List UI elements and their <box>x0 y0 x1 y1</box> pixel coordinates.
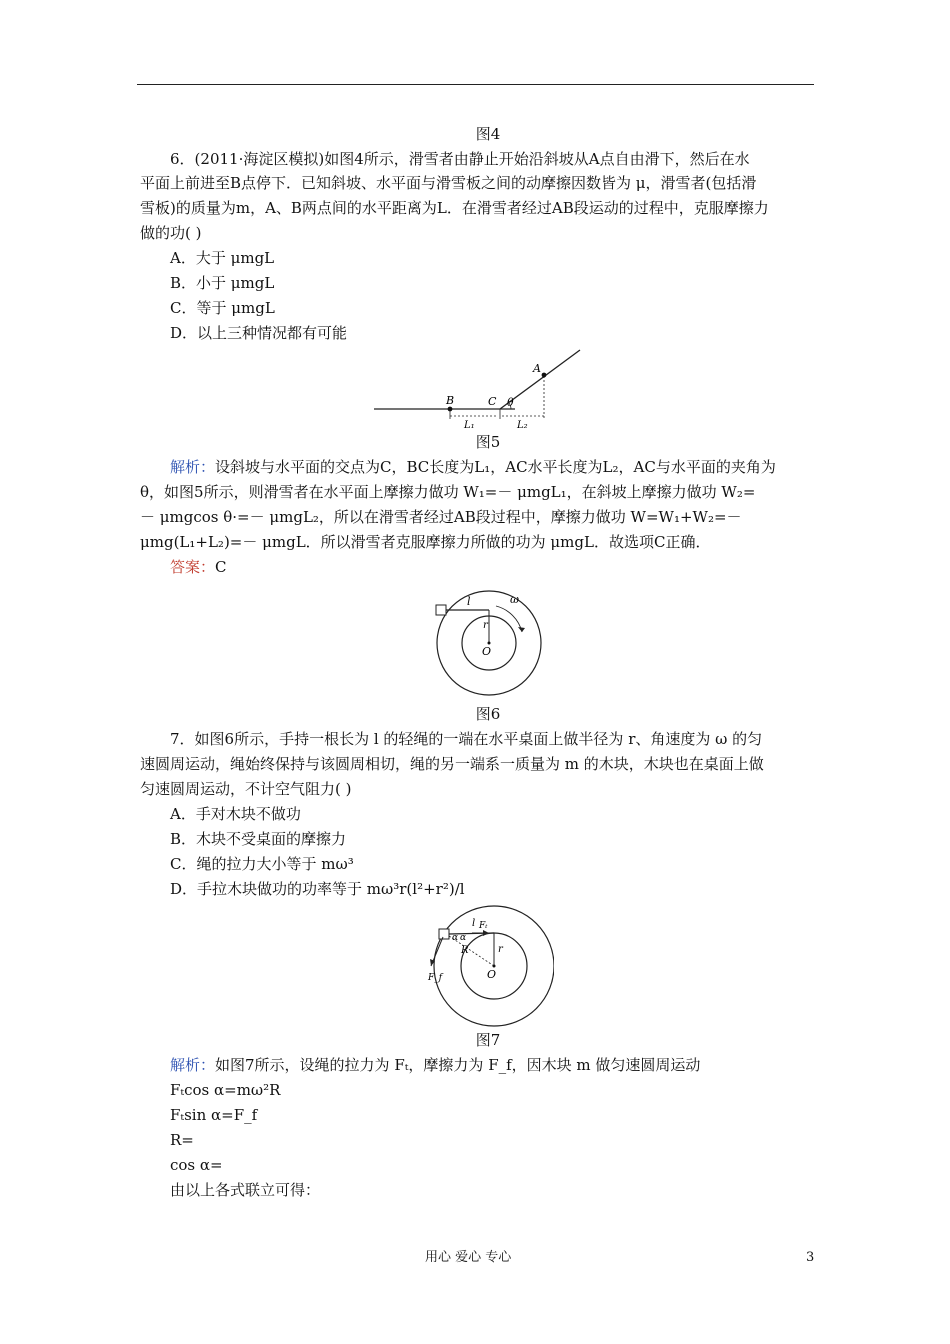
sol7-first: 如图7所示，设绳的拉力为 Fₜ，摩擦力为 F_f，因木块 m 做匀速圆周运动 <box>215 1056 701 1074</box>
q7-option-b: B．木块不受桌面的摩擦力 <box>170 830 347 848</box>
label-c: C <box>488 395 497 408</box>
sol6-line-4: μmg(L₁+L₂)=－ μmgL．所以滑雪者克服摩擦力所做的功为 μmgL．故选项C正确． <box>140 533 711 551</box>
figure-6-caption: 图6 <box>475 705 501 723</box>
label-l: l <box>472 918 476 929</box>
figure-4-caption: 图4 <box>475 125 501 143</box>
figure-7-diagram <box>424 900 554 1028</box>
block <box>436 605 446 615</box>
header-rule <box>137 84 814 85</box>
figure-5-caption: 图5 <box>475 433 501 451</box>
sol6-line-2: θ，如图5所示，则滑雪者在水平面上摩擦力做功 W₁=－ μmgL₁，在斜坡上摩擦力做功 W₂= <box>140 483 756 501</box>
label-r: r <box>498 944 503 955</box>
q7-option-d: D．手拉木块做功的功率等于 mω³r(l²+r²)/l <box>170 880 465 898</box>
label-omega: ω <box>510 593 519 606</box>
figure-7-caption: 图7 <box>475 1031 501 1049</box>
label-o: O <box>482 645 492 658</box>
label-o: O <box>487 968 497 981</box>
label-l: l <box>467 595 471 608</box>
page-number: 3 <box>806 1250 815 1265</box>
q7-option-c: C．绳的拉力大小等于 mω³ <box>170 855 354 873</box>
point-b <box>448 407 453 412</box>
label-alpha-2: α <box>460 933 467 943</box>
answer-label: 答案： <box>170 558 216 576</box>
sol7-conclusion: 由以上各式联立可得： <box>170 1181 321 1199</box>
answer-value: C <box>215 558 227 576</box>
q6-option-a: A．大于 μmgL <box>170 249 275 267</box>
sol6-line-1 <box>170 457 776 477</box>
label-theta: θ <box>507 396 514 409</box>
point-a <box>542 373 547 378</box>
block <box>439 929 449 939</box>
label-r: r <box>483 620 488 631</box>
label-a: A <box>533 362 541 375</box>
label-ff: F_f <box>428 973 443 983</box>
q6-line-4: 做的功( ) <box>140 224 202 242</box>
label-alpha-1: α <box>452 933 459 943</box>
sol7-eq-2: Fₜsin α=F_f <box>170 1106 258 1124</box>
label-ft: Fₜ <box>479 921 488 931</box>
answer-6 <box>170 557 227 577</box>
sol7-label: 解析： <box>170 1056 216 1074</box>
q6-line-1: 6．(2011·海淀区模拟)如图4所示，滑雪者由静止开始沿斜坡从A点自由滑下，然后在水 <box>170 150 750 168</box>
q7-line-1: 7．如图6所示，手持一根长为 l 的轻绳的一端在水平桌面上做半径为 r、角速度为 ω 的匀 <box>170 730 763 748</box>
figure-6-diagram <box>430 583 550 703</box>
label-l1: L₁ <box>464 420 475 428</box>
q6-option-d: D．以上三种情况都有可能 <box>170 324 348 342</box>
sol6-label: 解析： <box>170 458 216 476</box>
label-l2: L₂ <box>517 420 528 428</box>
sol7-eq-4: cos α= <box>170 1156 223 1174</box>
q6-line-2: 平面上前进至B点停下．已知斜坡、水平面与滑雪板之间的动摩擦因数皆为 μ，滑雪者(包括滑 <box>140 174 757 192</box>
footer-motto: 用心 爱心 专心 <box>425 1250 512 1265</box>
q7-line-3: 匀速圆周运动，不计空气阻力( ) <box>140 780 352 798</box>
q7-option-a: A．手对木块不做功 <box>170 805 301 823</box>
sol7-line-1 <box>170 1055 700 1075</box>
q6-line-3: 雪板)的质量为m，A、B两点间的水平距离为L．在滑雪者经过AB段运动的过程中，克服摩擦力 <box>140 199 769 217</box>
label-b: B <box>446 394 455 407</box>
figure-5-diagram <box>370 348 590 428</box>
label-big-r: R <box>461 945 469 956</box>
sol7-eq-3: R= <box>170 1131 194 1149</box>
sol6-line-3: － μmgcos θ·=－ μmgL₂，所以在滑雪者经过AB段过程中，摩擦力做功 W=W₁+W₂=－ <box>140 508 742 526</box>
sol7-eq-1: Fₜcos α=mω²R <box>170 1081 281 1099</box>
q6-option-c: C．等于 μmgL <box>170 299 275 317</box>
q6-option-b: B．小于 μmgL <box>170 274 275 292</box>
sol6-first: 设斜坡与水平面的交点为C，BC长度为L₁，AC水平长度为L₂，AC与水平面的夹角为 <box>215 458 776 476</box>
q7-line-2: 速圆周运动，绳始终保持与该圆周相切，绳的另一端系一质量为 m 的木块，木块也在桌面上做 <box>140 755 764 773</box>
